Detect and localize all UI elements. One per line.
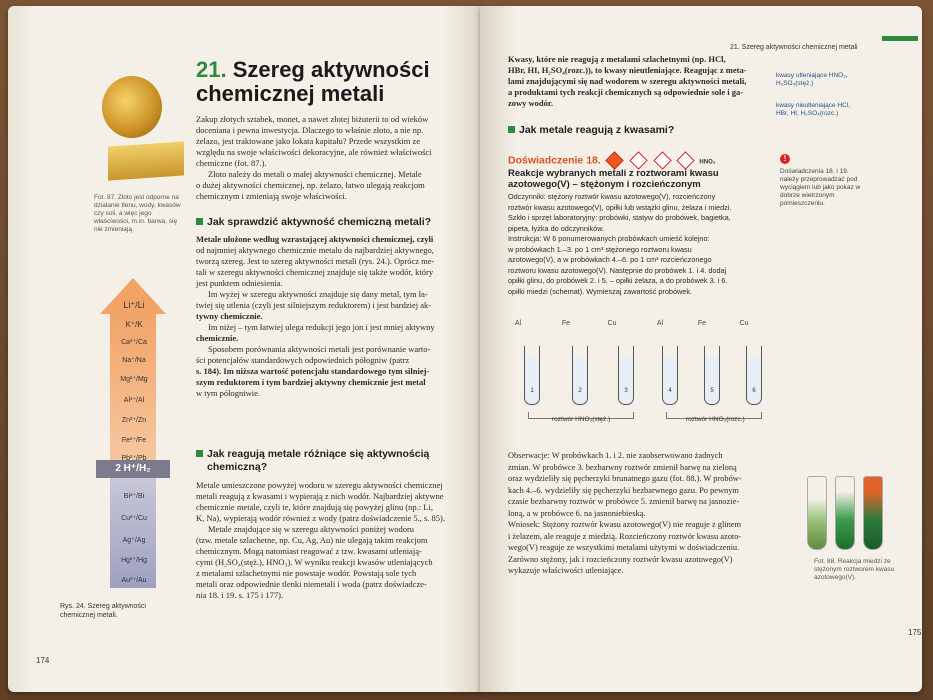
text-line: metali oraz odpowiednie tlenki niemetali i woda (patrz doświadcze- [196,579,427,589]
text-line: a produktami tych reakcji chemicznych są odpowiednie sole i ga- [508,87,744,97]
series-ion: Bi³⁺/Bi [123,493,145,500]
copper-reaction-photo [805,476,885,556]
chapter-title-line2: chemicznej metali [196,81,385,106]
section-heading [508,124,674,137]
intro-line: Złoto należy do metali o małej aktywności chemicznej. Metale [208,169,422,179]
text-line: z metalami szlachetnymi nie powstaje wodór. Powstają sole tych [196,568,417,578]
text-line: opiłki miedzi (schemat). Wymieszaj zawartość probówek. [508,286,693,296]
series-ion: Ag⁺/Ag [122,537,146,544]
tube-metal-label: Fe [697,320,707,327]
series-ion: Au³⁺/Au [121,577,147,584]
text-line: chemicznym. Mogą natomiast reagować z tzw. kwasami utleniają- [196,546,422,556]
left-page [8,6,482,692]
text-line: zmian. W probówce 3. bezbarwny roztwór zmienił barwę na zieloną [508,462,737,472]
experiment-body [508,192,778,297]
experiment-label: Doświadczenie 18. [508,154,601,167]
series-ion: Pb²⁺/Pb [121,455,147,462]
text-line: Instrukcja: W 6 ponumerowanych probówkach umieść kolejno: [508,234,710,243]
photo-caption: Fot. 87. Złoto jest odporne na działanie tlenu, wody, kwasów czy soli, a więc jego właściwości, m.in. barwa, się nie zmieniają. [94,194,181,233]
section1-text [196,234,476,399]
text-line: wego(V) reaguje ze wszystkimi metalami użytymi w doświadczeniu. [508,543,740,552]
intro-line: o dużej aktywności chemicznej, np. żelazo, łatwo ulegają reakcjom [196,180,425,190]
text-line: Im niżej – tym łatwiej ulega redukcji jego jon i jest mniej aktywny [208,322,435,332]
intro-text [508,54,768,109]
tube-number: 6 [752,388,756,394]
heading-text: chemiczną? [207,461,268,473]
series-ion: Li⁺/Li [123,300,145,310]
test-tube [572,346,588,405]
test-tubes-diagram [508,316,798,426]
series-ion: Al³⁺/Al [123,397,145,404]
text-line: HBr, HI, H₂SO₄(rozc.)), to kwasy nieutleniające. Reagując z meta- [508,65,747,75]
exclamation-hazard-icon [677,151,695,169]
text-line: w probówkach 1.–3. po 1 cm³ stężonego roztworu kwasu [508,244,692,254]
text-line: szym reduktorem i tym bardziej aktywny chemicznie jest metal [196,377,426,387]
test-tube [618,346,634,405]
intro-line: Zakup złotych sztabek, monet, a nawet złotej biżuterii to od wieków [196,114,429,124]
text-line: (tzw. metale szlachetne, np. Cu, Ag, Au) nie ulegają takim reakcjom [196,535,428,545]
photo-tube [807,476,827,550]
hydrogen-reference: 2 H⁺/H₂ [96,460,170,478]
toxic-hazard-icon [653,151,671,169]
chapter-number: 21. [196,57,227,82]
oxidizer-hazard-icon [629,151,647,169]
chapter-title [196,58,430,106]
text-line: Im wyżej w szeregu aktywności znajduje się dany metal, tym ła- [208,289,428,299]
tube-number: 1 [530,388,534,394]
title-line: azotowego(V) – stężonym i rozcieńczonym [508,179,701,190]
series-ion: Na⁺/Na [122,357,146,364]
text-line: tali w szeregu aktywności chemicznej znajduje się także wodór, który [196,267,434,277]
text-line: w tym półogniwie. [196,388,260,398]
page-number: 174 [36,656,50,665]
margin-note-oxidizing: kwasy utleniające HNO₃, H₂SO₄(stęż.) [776,72,848,87]
text-line: chemicznie. [196,333,239,343]
test-tube [746,346,762,405]
section2-text [196,480,476,601]
photo-caption: Fot. 88. Reakcja miedzi ze stężonym roztworem kwasu azotowego(V). [814,558,895,581]
text-line: i żelazem, ale reaguje z miedzią. Rozcieńczony roztwór kwasu azoto- [508,531,742,541]
tube-metal-label: Al [656,320,664,327]
text-line: oraz wydzieliły się pęcherzyki brunatnego gazu (fot. 88.). W probów- [508,474,742,483]
text-line: K, Na), wypierają wodór również z wody (patrz doświadczenie 5., s. 85). [196,513,446,523]
intro-line: chemiczne (fot. 87.). [196,158,267,168]
warning-icon: ! [780,154,790,164]
test-tube [662,346,678,405]
hazard-label: HNO₃ [699,159,716,166]
text-line: azotowego(V), a w probówkach 4.–6. po 1 cm³ rozcieńczonego [508,255,712,264]
heading-text: Jak sprawdzić aktywność chemiczną metali? [207,216,432,228]
series-ion: K⁺/K [125,320,143,329]
text-line: Sposobem porównania aktywności metali jest porównanie warto- [208,344,431,354]
text-line: czasie bezbarwny roztwór w probówce 5. zmienił barwę na jasnozie- [508,497,740,506]
photo-tube [863,476,883,550]
header-accent [882,36,918,41]
text-line: tywny chemicznie. [196,311,263,321]
tube-metal-label: Cu [607,320,617,327]
text-line: Metale umieszczone powyżej wodoru w szeregu aktywności chemicznej [196,480,443,490]
text-line: lami znajdującymi się nad wodorem w szeregu aktywności metali, [508,76,747,86]
text-line: ści potencjałów standardowych odpowiednich półogniw (patrz [196,355,410,365]
gold-nugget-image [102,76,162,138]
text-line: jest punktem odniesienia. [196,278,283,288]
chapter-title-line1: Szereg aktywności [232,57,430,82]
page-number: 175 [908,628,922,637]
text-line: Obserwacje: W probówkach 1. i 2. nie zaobserwowano żadnych [508,451,723,460]
text-line: s. 184). Im niższa wartość potencjału standardowego tym silniej- [196,366,430,376]
section-heading-2 [196,448,429,474]
margin-note-nonoxidizing: kwasy nieutleniające HCl, HBr, HI, H₂SO₄(rozc.) [776,102,851,117]
text-line: od najmniej aktywnego chemicznie metalu do najbardziej aktywnego, [196,245,434,255]
text-line: wykazuje właściwości utleniające. [508,566,624,575]
intro-line: względu na swoje właściwości dekoracyjne, ale również właściwości [196,147,432,157]
experiment-header [508,154,716,167]
right-page [480,6,922,692]
test-tube [704,346,720,405]
title-line: Reakcje wybranych metali z roztworami kwasu [508,168,719,179]
tube-label-diluted: roztwór HNO₃(rozc.) [686,416,745,423]
text-line: zowy wodór. [508,98,554,108]
text-line: Szkło i sprzęt laboratoryjny: probówki, statyw do probówek, bagietka, [508,213,731,222]
text-line: loną, a w probówce 6. na jasnoniebieską. [508,508,646,518]
text-line: Wniosek: Stężony roztwór kwasu azotowego(V) nie reaguje z glinem [508,520,742,529]
text-line: Metale ułożone według wzrastającej aktywności chemicznej, czyli [196,234,434,244]
text-line: cymi (H₂SO₄(stęż.), HNO₃). W wyniku reakcji kwasów utleniających [196,557,433,567]
tube-metal-label: Fe [561,320,571,327]
gold-bar-image [108,141,184,180]
text-line: chemicznie metale, czyli te, które znajdują się powyżej glinu (np.: Li, [196,502,433,512]
intro-text [196,114,476,202]
text-line: Zarówno stężony, jak i rozcieńczony roztwór kwasu azotowego(V) [508,554,733,564]
observations-text [508,450,808,577]
text-line: Odczynniki: stężony roztwór kwasu azotowego(V), rozcieńczony [508,192,716,201]
tube-number: 4 [668,388,672,394]
tube-number: 2 [578,388,582,394]
intro-line: chemicznym i zmieniają swoje właściwości. [196,191,347,201]
series-ion: Mg²⁺/Mg [120,376,148,383]
tube-number: 3 [624,388,628,394]
tube-label-concentrated: roztwór HNO₃(stęż.) [552,416,611,423]
text-line: nia 18. i 19. s. 175 i 177). [196,590,284,600]
text-line: opiłki glinu, do probówek 2. i 5. – opiłki żelaza, a do probówek 3. i 6. [508,276,728,285]
text-line: Metale znajdujące się w szeregu aktywności poniżej wodoru [208,524,415,534]
series-ion: Hg²⁺/Hg [121,557,147,564]
tube-metal-label: Cu [739,320,749,327]
section-heading-1 [196,216,431,229]
tube-number: 5 [710,388,714,394]
intro-line: żelazo, jest traktowane jako lokata kapitału? Przede wszystkim ze [196,136,420,146]
safety-note: Doświadczenia 18. i 19. należy przeprowadzać pod wyciągiem lub jako pokaz w dobrze wietrzonym pomieszczeniu. [780,168,861,207]
text-line: kach 4.–6. wydzieliły się pęcherzyki bezbarwnego gazu. Po pewnym [508,485,739,495]
intro-line: doceniana i pewna inwestycja. Dlaczego to właśnie złoto, a nie np. [196,125,424,135]
series-ion: Cu²⁺/Cu [121,515,147,522]
open-textbook [8,6,926,694]
text-line: roztwór kwasu azotowego(V), opiłki lub wstążki glinu, żelaza i miedzi. [508,202,732,212]
photo-tube [835,476,855,550]
corrosive-hazard-icon [605,151,623,169]
tube-metal-label: Al [514,320,522,327]
gold-photo [94,66,184,186]
series-ion: Fe²⁺/Fe [121,437,147,444]
text-line: roztworu kwasu azotowego(V). Następnie do probówek 1. i 4. dodaj [508,265,727,275]
series-ion: Zn²⁺/Zn [121,417,147,424]
test-tube [524,346,540,405]
text-line: tworzą szereg. Jest to szereg aktywności metali (rys. 24.). Oprócz me- [196,256,435,266]
running-header: 21. Szereg aktywności chemicznej metali [730,44,858,51]
experiment-title [508,168,719,190]
text-line: metali reagują z kwasami i wypierają z nich wodór. Najbardziej aktywne [196,491,444,501]
heading-text: Jak metale reagują z kwasami? [519,124,675,136]
activity-series-diagram [100,278,166,598]
heading-text: Jak reagują metale różniące się aktywnością [207,448,430,460]
figure-caption: Rys. 24. Szereg aktywności chemicznej metali. [60,603,146,619]
text-line: pipeta, łyżka do odczynników. [508,223,605,233]
text-line: twiej się utlenia (czyli jest silniejszym reduktorem) i jest bardziej ak- [196,300,432,310]
text-line: Kwasy, które nie reagują z metalami szlachetnymi (np. HCl, [508,54,726,64]
series-ion: Ca²⁺/Ca [121,339,147,346]
